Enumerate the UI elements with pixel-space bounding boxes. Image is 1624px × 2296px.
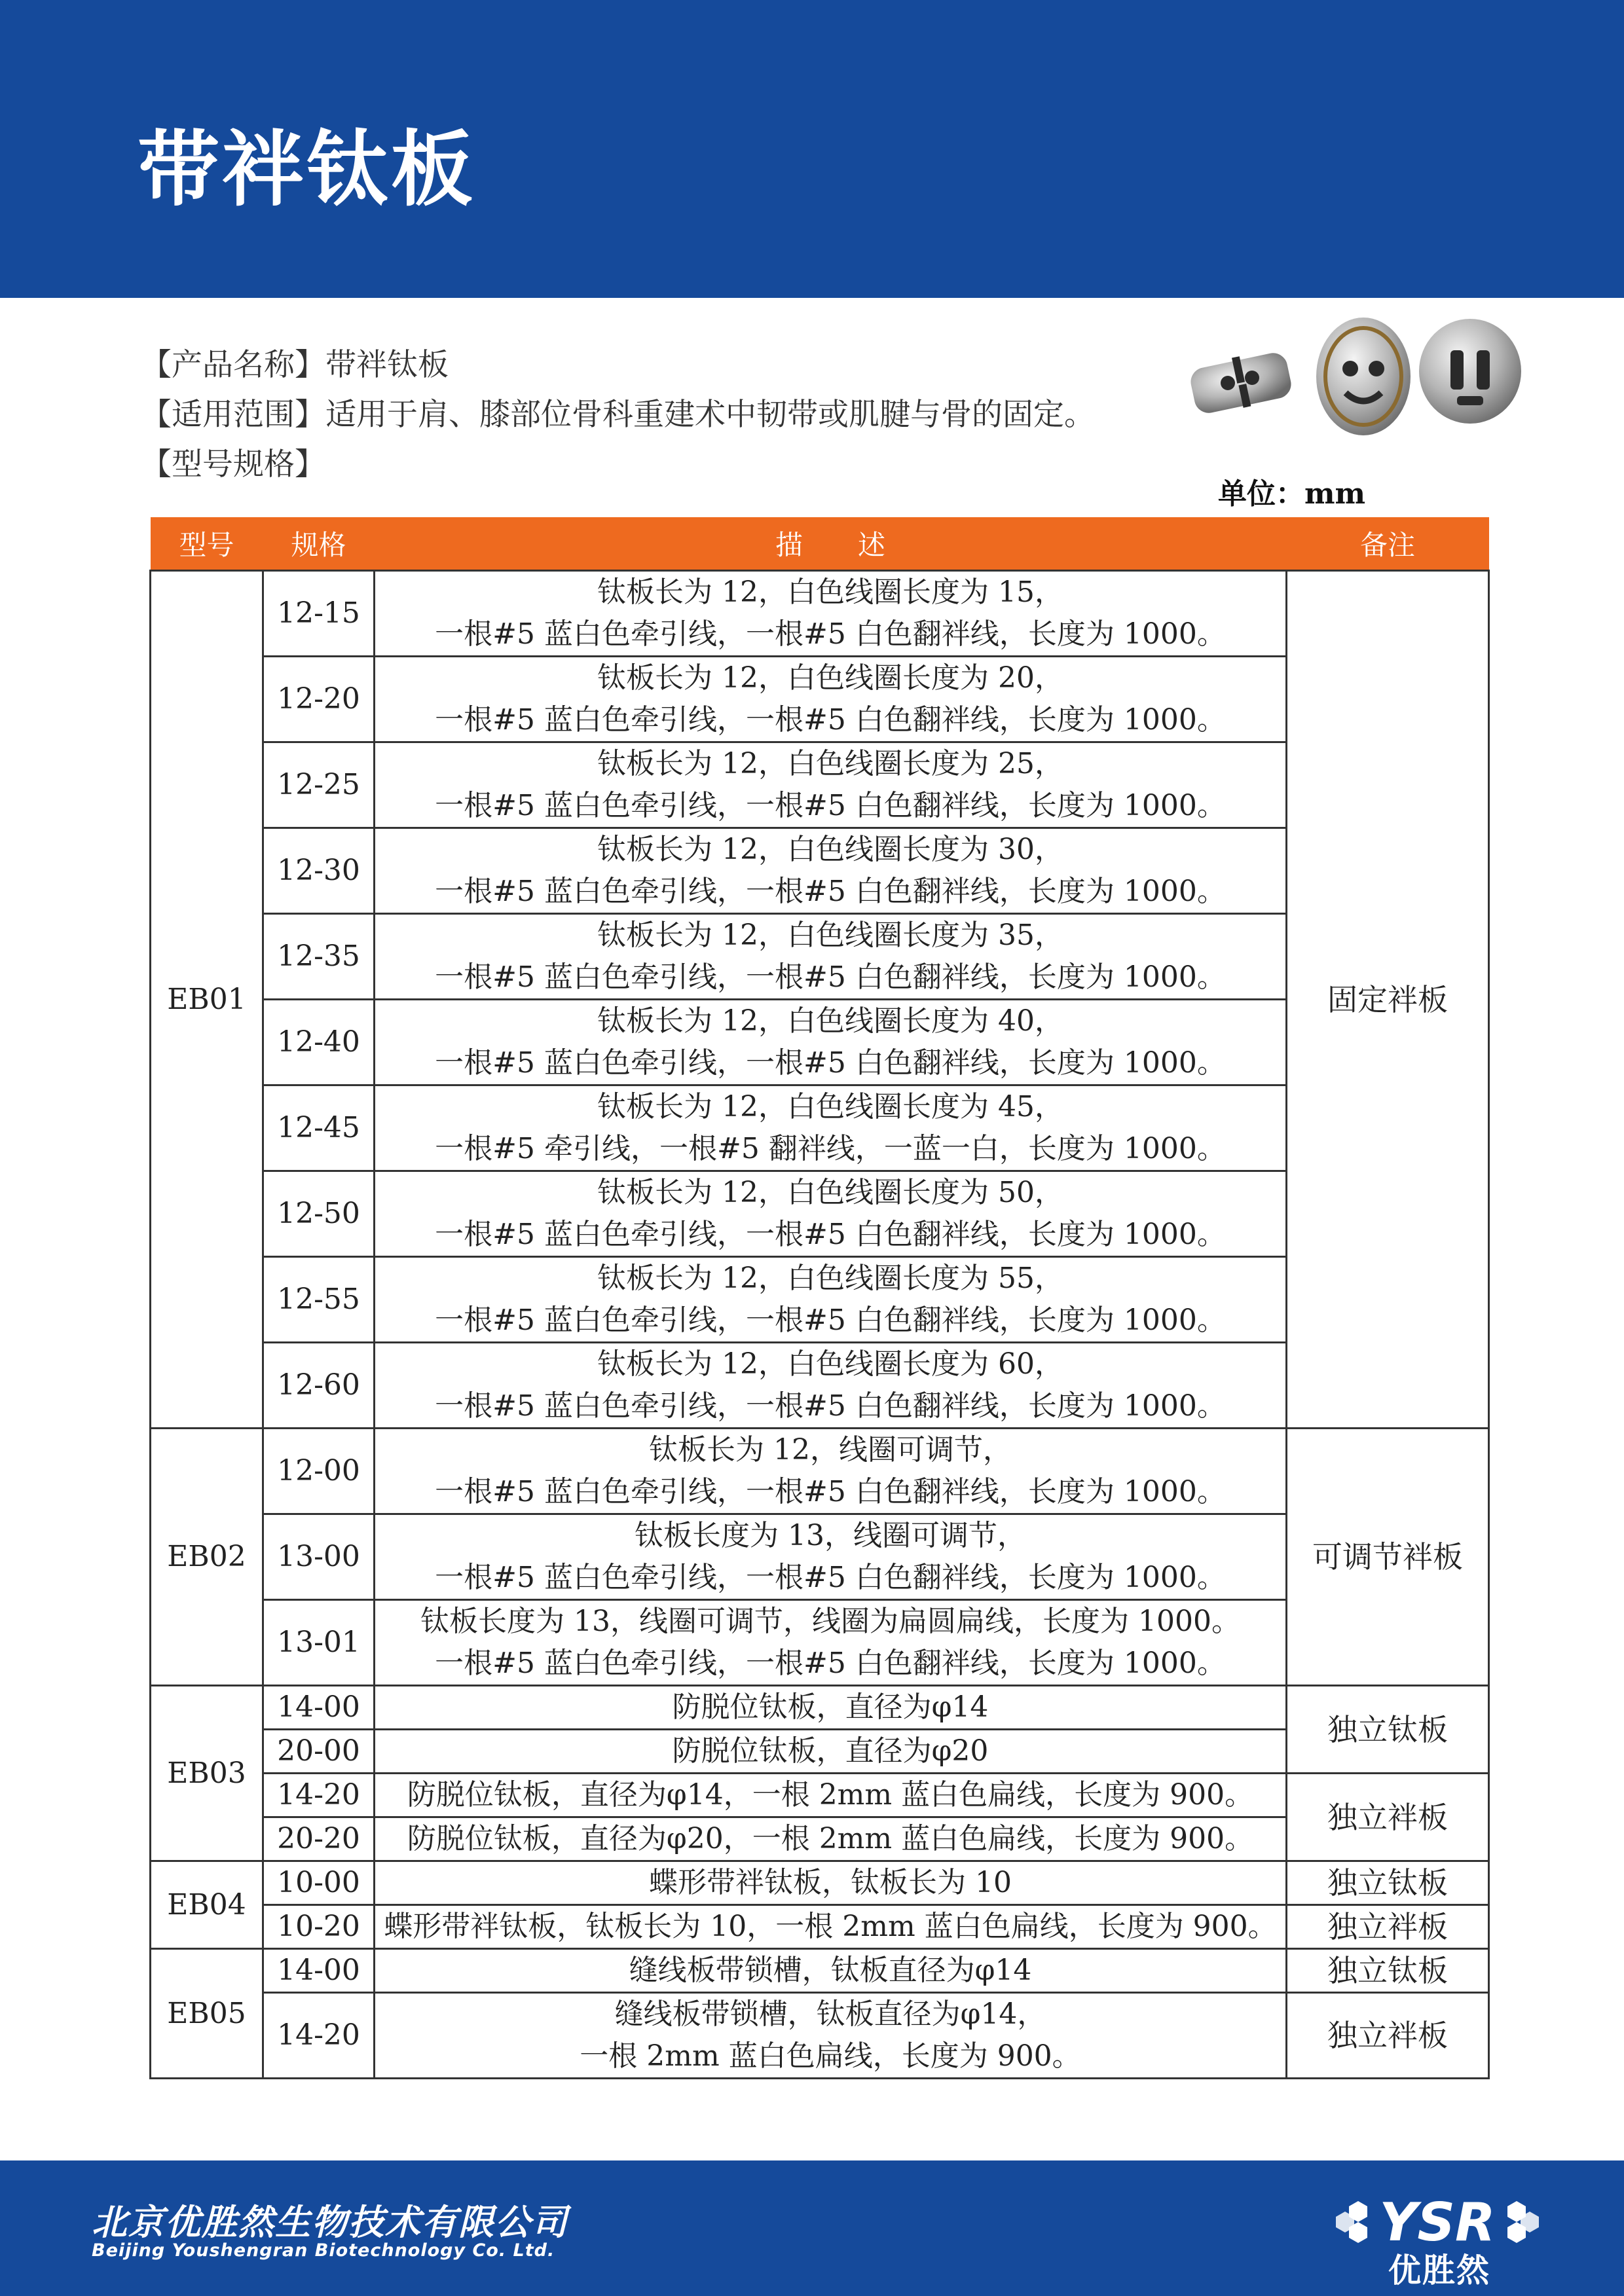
round-plate <box>1316 318 1411 435</box>
page-title: 带袢钛板 <box>138 122 475 217</box>
product-name-label: 【产品名称】 <box>141 347 325 383</box>
description-cell <box>375 1600 1287 1686</box>
table-row <box>151 571 1489 657</box>
description-cell <box>375 571 1287 657</box>
model-cell: EB01 <box>151 571 263 1429</box>
spec-table <box>149 517 1490 2079</box>
spec-cell: 20-20 <box>263 1817 375 1861</box>
spec-cell: 13-01 <box>263 1600 375 1686</box>
description-cell <box>375 1085 1287 1171</box>
description-cell <box>375 657 1287 742</box>
description-line: 钛板长为 12，线圈可调节， <box>649 1433 1012 1467</box>
description-line: 钛板长为 12，白色线圈长度为 40， <box>597 1004 1063 1038</box>
spec-cell: 14-00 <box>263 1686 375 1730</box>
description-cell <box>375 1171 1287 1257</box>
scope-line <box>141 390 1095 440</box>
header-banner <box>0 0 1624 298</box>
header-description: 描 述 <box>375 517 1287 571</box>
description-line: 钛板长为 12，白色线圈长度为 20， <box>597 661 1063 695</box>
spec-cell: 14-20 <box>263 1774 375 1817</box>
spec-cell: 12-45 <box>263 1085 375 1171</box>
spec-cell: 12-40 <box>263 1000 375 1085</box>
header-spec: 规格 <box>263 517 375 571</box>
scope-label: 【适用范围】 <box>141 397 325 433</box>
spec-label: 【型号规格】 <box>141 446 325 483</box>
description-line: 钛板长度为 13，线圈可调节，线圈为扁圆扁线，长度为 1000。 <box>420 1605 1240 1638</box>
description-line: 钛板长为 12，白色线圈长度为 30， <box>597 833 1063 866</box>
note-cell: 独立钛板 <box>1287 1686 1489 1774</box>
spec-cell: 12-15 <box>263 571 375 657</box>
spec-cell: 12-25 <box>263 742 375 828</box>
table-row <box>151 1686 1489 1730</box>
description-cell: 防脱位钛板，直径为φ20 <box>375 1730 1287 1774</box>
table-row <box>151 1993 1489 2079</box>
description-cell: 蝶形带袢钛板，钛板长为 10，一根 2mm 蓝白色扁线，长度为 900。 <box>375 1905 1287 1949</box>
description-cell <box>375 1429 1287 1514</box>
description-cell: 缝线板带锁槽，钛板直径为φ14 <box>375 1949 1287 1993</box>
description-line: 一根#5 蓝白色牵引线，一根#5 白色翻袢线，长度为 1000。 <box>435 1475 1226 1508</box>
description-cell: 防脱位钛板，直径为φ14 <box>375 1686 1287 1730</box>
table-row <box>151 1429 1489 1514</box>
slotted-plate <box>1419 319 1521 424</box>
footer-banner <box>0 2160 1624 2296</box>
spec-cell: 20-00 <box>263 1730 375 1774</box>
header-model: 型号 <box>151 517 263 571</box>
logo-name-cn: 优胜然 <box>1388 2251 1490 2289</box>
description-line: 钛板长为 12，白色线圈长度为 35， <box>597 919 1063 952</box>
description-cell <box>375 742 1287 828</box>
description-line: 一根#5 蓝白色牵引线，一根#5 白色翻袢线，长度为 1000。 <box>435 789 1226 822</box>
description-line: 钛板长为 12，白色线圈长度为 45， <box>597 1090 1063 1123</box>
description-line: 一根#5 蓝白色牵引线，一根#5 白色翻袢线，长度为 1000。 <box>435 1389 1226 1423</box>
spec-cell: 14-20 <box>263 1993 375 2079</box>
description-line: 一根#5 蓝白色牵引线，一根#5 白色翻袢线，长度为 1000。 <box>435 1561 1226 1594</box>
note-cell: 固定袢板 <box>1287 571 1489 1429</box>
description-cell <box>375 1000 1287 1085</box>
description-cell: 防脱位钛板，直径为φ14，一根 2mm 蓝白色扁线，长度为 900。 <box>375 1774 1287 1817</box>
description-cell <box>375 914 1287 1000</box>
description-line: 缝线板带锁槽，钛板直径为φ14， <box>614 1997 1046 2031</box>
model-cell: EB04 <box>151 1861 263 1949</box>
description-line: 钛板长为 12，白色线圈长度为 15， <box>597 575 1063 609</box>
description-line: 一根#5 蓝白色牵引线，一根#5 白色翻袢线，长度为 1000。 <box>435 617 1226 651</box>
description-cell <box>375 1514 1287 1600</box>
model-cell: EB05 <box>151 1949 263 2079</box>
unit-label: 单位：mm <box>1218 477 1366 511</box>
table-row <box>151 1861 1489 1905</box>
spec-cell: 12-60 <box>263 1343 375 1429</box>
model-cell: EB02 <box>151 1429 263 1686</box>
spec-cell: 12-35 <box>263 914 375 1000</box>
description-line: 钛板长为 12，白色线圈长度为 60， <box>597 1347 1063 1381</box>
description-line: 一根#5 蓝白色牵引线，一根#5 白色翻袢线，长度为 1000。 <box>435 960 1226 994</box>
note-cell: 独立袢板 <box>1287 1905 1489 1949</box>
description-line: 一根#5 蓝白色牵引线，一根#5 白色翻袢线，长度为 1000。 <box>435 1046 1226 1080</box>
spec-cell: 12-00 <box>263 1429 375 1514</box>
description-cell <box>375 1993 1287 2079</box>
spec-cell: 10-20 <box>263 1905 375 1949</box>
description-cell: 防脱位钛板，直径为φ20，一根 2mm 蓝白色扁线，长度为 900。 <box>375 1817 1287 1861</box>
note-cell: 可调节袢板 <box>1287 1429 1489 1686</box>
description-line: 一根#5 蓝白色牵引线，一根#5 白色翻袢线，长度为 1000。 <box>435 1647 1226 1680</box>
description-line: 一根#5 蓝白色牵引线，一根#5 白色翻袢线，长度为 1000。 <box>435 703 1226 737</box>
spec-cell: 12-30 <box>263 828 375 914</box>
spec-cell: 14-00 <box>263 1949 375 1993</box>
spec-cell: 12-20 <box>263 657 375 742</box>
note-cell: 独立钛板 <box>1287 1949 1489 1993</box>
description-cell <box>375 828 1287 914</box>
table-row <box>151 1774 1489 1817</box>
product-name-value: 带袢钛板 <box>325 347 449 383</box>
product-name-line <box>141 340 1095 390</box>
spec-line <box>141 440 1095 490</box>
description-line: 一根#5 蓝白色牵引线，一根#5 白色翻袢线，长度为 1000。 <box>435 1218 1226 1251</box>
description-line: 一根#5 牵引线，一根#5 翻袢线，一蓝一白，长度为 1000。 <box>435 1132 1226 1165</box>
company-name-en: Beijing Youshengran Biotechnology Co. Ltd. <box>92 2240 555 2261</box>
product-photo <box>1179 311 1532 442</box>
description-cell: 蝶形带袢钛板，钛板长为 10 <box>375 1861 1287 1905</box>
table-header-row <box>151 517 1489 571</box>
header-note: 备注 <box>1287 517 1489 571</box>
description-line: 钛板长为 12，白色线圈长度为 55， <box>597 1262 1063 1295</box>
description-line: 一根#5 蓝白色牵引线，一根#5 白色翻袢线，长度为 1000。 <box>435 1303 1226 1337</box>
spec-cell: 12-50 <box>263 1171 375 1257</box>
spec-cell: 10-00 <box>263 1861 375 1905</box>
spec-cell: 13-00 <box>263 1514 375 1600</box>
butterfly-plate <box>1188 350 1293 416</box>
description-cell <box>375 1343 1287 1429</box>
product-info <box>141 340 1095 490</box>
note-cell: 独立钛板 <box>1287 1861 1489 1905</box>
description-line: 一根 2mm 蓝白色扁线，长度为 900。 <box>580 2039 1081 2073</box>
table-row <box>151 1905 1489 1949</box>
scope-value: 适用于肩、膝部位骨科重建术中韧带或肌腱与骨的固定。 <box>325 397 1095 433</box>
description-line: 一根#5 蓝白色牵引线，一根#5 白色翻袢线，长度为 1000。 <box>435 875 1226 908</box>
description-line: 钛板长度为 13，线圈可调节， <box>635 1519 1026 1552</box>
table-row <box>151 1949 1489 1993</box>
spec-cell: 12-55 <box>263 1257 375 1343</box>
note-cell: 独立袢板 <box>1287 1774 1489 1861</box>
note-cell: 独立袢板 <box>1287 1993 1489 2079</box>
model-cell: EB03 <box>151 1686 263 1861</box>
company-name-cn: 北京优胜然生物技术有限公司 <box>92 2202 568 2243</box>
logo-text: YSR <box>1379 2192 1496 2253</box>
description-line: 钛板长为 12，白色线圈长度为 25， <box>597 747 1063 780</box>
description-cell <box>375 1257 1287 1343</box>
description-line: 钛板长为 12，白色线圈长度为 50， <box>597 1176 1063 1209</box>
